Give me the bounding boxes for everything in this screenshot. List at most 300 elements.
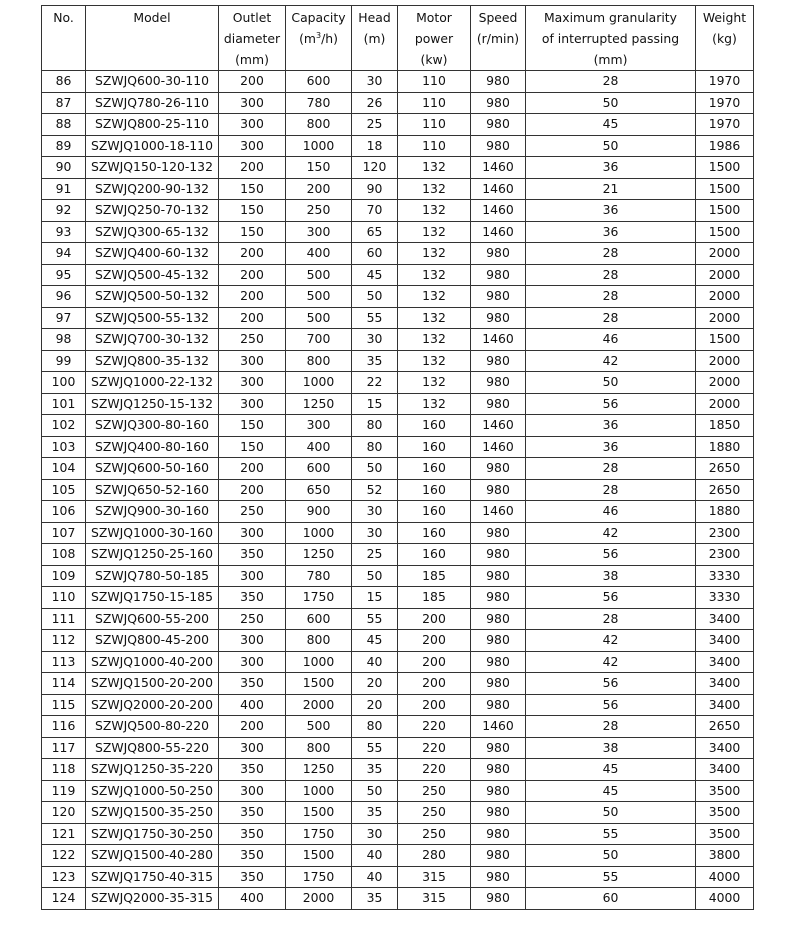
cell-speed: 980 bbox=[471, 372, 526, 394]
cell-weight: 1500 bbox=[696, 178, 754, 200]
table-row bbox=[42, 178, 754, 200]
cell-max-granularity: 45 bbox=[526, 114, 696, 136]
cell-model: SZWJQ600-50-160 bbox=[86, 458, 219, 480]
cell-head: 50 bbox=[352, 780, 398, 802]
cell-speed: 980 bbox=[471, 264, 526, 286]
header-speed bbox=[471, 6, 526, 71]
cell-motor-power: 220 bbox=[398, 716, 471, 738]
cell-capacity: 200 bbox=[286, 178, 352, 200]
cell-weight: 2000 bbox=[696, 243, 754, 265]
header-motor-line3: (kw) bbox=[420, 52, 448, 67]
cell-head: 35 bbox=[352, 888, 398, 910]
cell-capacity: 1750 bbox=[286, 823, 352, 845]
header-capacity-unit-a: (m bbox=[299, 31, 316, 46]
cell-capacity: 300 bbox=[286, 221, 352, 243]
cell-motor-power: 132 bbox=[398, 329, 471, 351]
cell-model: SZWJQ300-65-132 bbox=[86, 221, 219, 243]
cell-max-granularity: 56 bbox=[526, 544, 696, 566]
cell-no: 94 bbox=[42, 243, 86, 265]
cell-no: 118 bbox=[42, 759, 86, 781]
cell-motor-power: 110 bbox=[398, 135, 471, 157]
cell-max-granularity: 46 bbox=[526, 501, 696, 523]
header-outlet-line2: diameter bbox=[223, 31, 281, 46]
cell-max-granularity: 50 bbox=[526, 802, 696, 824]
cell-motor-power: 200 bbox=[398, 630, 471, 652]
pump-spec-table bbox=[41, 5, 754, 910]
cell-no: 95 bbox=[42, 264, 86, 286]
cell-no: 87 bbox=[42, 92, 86, 114]
cell-capacity: 300 bbox=[286, 415, 352, 437]
cell-max-granularity: 28 bbox=[526, 264, 696, 286]
table-row bbox=[42, 780, 754, 802]
cell-model: SZWJQ1000-50-250 bbox=[86, 780, 219, 802]
cell-model: SZWJQ600-30-110 bbox=[86, 71, 219, 93]
cell-head: 90 bbox=[352, 178, 398, 200]
cell-motor-power: 160 bbox=[398, 458, 471, 480]
cell-max-granularity: 42 bbox=[526, 522, 696, 544]
cell-weight: 3330 bbox=[696, 587, 754, 609]
cell-outlet-diameter: 200 bbox=[219, 243, 286, 265]
cell-max-granularity: 45 bbox=[526, 759, 696, 781]
cell-head: 20 bbox=[352, 694, 398, 716]
cell-model: SZWJQ600-55-200 bbox=[86, 608, 219, 630]
cell-no: 121 bbox=[42, 823, 86, 845]
cell-weight: 3800 bbox=[696, 845, 754, 867]
cell-capacity: 400 bbox=[286, 243, 352, 265]
header-granularity-line1: Maximum granularity bbox=[543, 10, 677, 25]
cell-max-granularity: 36 bbox=[526, 221, 696, 243]
cell-weight: 3400 bbox=[696, 630, 754, 652]
cell-weight: 1850 bbox=[696, 415, 754, 437]
header-granularity-line3: (mm) bbox=[593, 52, 628, 67]
cell-max-granularity: 46 bbox=[526, 329, 696, 351]
cell-head: 15 bbox=[352, 393, 398, 415]
cell-max-granularity: 28 bbox=[526, 243, 696, 265]
header-no bbox=[42, 6, 86, 71]
table-row bbox=[42, 372, 754, 394]
cell-motor-power: 132 bbox=[398, 178, 471, 200]
cell-speed: 980 bbox=[471, 845, 526, 867]
cell-no: 98 bbox=[42, 329, 86, 351]
table-row bbox=[42, 135, 754, 157]
cell-speed: 980 bbox=[471, 630, 526, 652]
cell-no: 100 bbox=[42, 372, 86, 394]
cell-no: 124 bbox=[42, 888, 86, 910]
cell-speed: 1460 bbox=[471, 436, 526, 458]
cell-model: SZWJQ1750-15-185 bbox=[86, 587, 219, 609]
cell-max-granularity: 28 bbox=[526, 71, 696, 93]
cell-no: 102 bbox=[42, 415, 86, 437]
cell-capacity: 500 bbox=[286, 716, 352, 738]
cell-outlet-diameter: 200 bbox=[219, 479, 286, 501]
cell-no: 89 bbox=[42, 135, 86, 157]
table-row bbox=[42, 479, 754, 501]
cell-head: 80 bbox=[352, 436, 398, 458]
cell-head: 40 bbox=[352, 866, 398, 888]
header-capacity-unit-b: /h) bbox=[321, 31, 338, 46]
cell-motor-power: 185 bbox=[398, 587, 471, 609]
cell-model: SZWJQ400-80-160 bbox=[86, 436, 219, 458]
cell-head: 50 bbox=[352, 286, 398, 308]
cell-capacity: 700 bbox=[286, 329, 352, 351]
cell-motor-power: 160 bbox=[398, 479, 471, 501]
cell-weight: 3500 bbox=[696, 802, 754, 824]
cell-capacity: 900 bbox=[286, 501, 352, 523]
cell-model: SZWJQ900-30-160 bbox=[86, 501, 219, 523]
cell-no: 86 bbox=[42, 71, 86, 93]
cell-weight: 2000 bbox=[696, 372, 754, 394]
cell-motor-power: 280 bbox=[398, 845, 471, 867]
cell-motor-power: 132 bbox=[398, 286, 471, 308]
cell-no: 112 bbox=[42, 630, 86, 652]
cell-capacity: 1000 bbox=[286, 372, 352, 394]
cell-model: SZWJQ300-80-160 bbox=[86, 415, 219, 437]
cell-outlet-diameter: 300 bbox=[219, 737, 286, 759]
cell-capacity: 500 bbox=[286, 286, 352, 308]
header-capacity-unit bbox=[286, 28, 351, 49]
table-row bbox=[42, 307, 754, 329]
cell-weight: 1986 bbox=[696, 135, 754, 157]
cell-speed: 980 bbox=[471, 286, 526, 308]
cell-motor-power: 200 bbox=[398, 673, 471, 695]
cell-capacity: 150 bbox=[286, 157, 352, 179]
cell-outlet-diameter: 300 bbox=[219, 630, 286, 652]
cell-capacity: 780 bbox=[286, 565, 352, 587]
cell-motor-power: 132 bbox=[398, 157, 471, 179]
cell-motor-power: 110 bbox=[398, 92, 471, 114]
cell-no: 119 bbox=[42, 780, 86, 802]
cell-weight: 1500 bbox=[696, 200, 754, 222]
cell-model: SZWJQ800-55-220 bbox=[86, 737, 219, 759]
cell-max-granularity: 38 bbox=[526, 565, 696, 587]
cell-motor-power: 132 bbox=[398, 393, 471, 415]
cell-capacity: 600 bbox=[286, 71, 352, 93]
cell-speed: 980 bbox=[471, 393, 526, 415]
table-row bbox=[42, 823, 754, 845]
cell-head: 50 bbox=[352, 458, 398, 480]
cell-motor-power: 315 bbox=[398, 866, 471, 888]
cell-head: 60 bbox=[352, 243, 398, 265]
cell-capacity: 780 bbox=[286, 92, 352, 114]
cell-capacity: 1000 bbox=[286, 780, 352, 802]
cell-head: 70 bbox=[352, 200, 398, 222]
cell-head: 50 bbox=[352, 565, 398, 587]
cell-speed: 980 bbox=[471, 479, 526, 501]
cell-max-granularity: 28 bbox=[526, 479, 696, 501]
cell-weight: 2000 bbox=[696, 264, 754, 286]
cell-speed: 980 bbox=[471, 243, 526, 265]
cell-max-granularity: 50 bbox=[526, 845, 696, 867]
cell-max-granularity: 42 bbox=[526, 651, 696, 673]
cell-head: 26 bbox=[352, 92, 398, 114]
cell-head: 120 bbox=[352, 157, 398, 179]
cell-head: 18 bbox=[352, 135, 398, 157]
cell-max-granularity: 55 bbox=[526, 823, 696, 845]
cell-outlet-diameter: 350 bbox=[219, 845, 286, 867]
cell-weight: 2000 bbox=[696, 350, 754, 372]
cell-motor-power: 200 bbox=[398, 608, 471, 630]
cell-weight: 1970 bbox=[696, 71, 754, 93]
cell-max-granularity: 56 bbox=[526, 393, 696, 415]
table-row bbox=[42, 866, 754, 888]
cell-model: SZWJQ500-50-132 bbox=[86, 286, 219, 308]
cell-capacity: 800 bbox=[286, 350, 352, 372]
cell-no: 114 bbox=[42, 673, 86, 695]
cell-outlet-diameter: 350 bbox=[219, 544, 286, 566]
cell-speed: 980 bbox=[471, 307, 526, 329]
cell-max-granularity: 38 bbox=[526, 737, 696, 759]
cell-weight: 1970 bbox=[696, 92, 754, 114]
cell-capacity: 1500 bbox=[286, 673, 352, 695]
cell-outlet-diameter: 400 bbox=[219, 888, 286, 910]
cell-head: 55 bbox=[352, 307, 398, 329]
cell-max-granularity: 36 bbox=[526, 200, 696, 222]
cell-head: 30 bbox=[352, 501, 398, 523]
cell-no: 120 bbox=[42, 802, 86, 824]
cell-no: 117 bbox=[42, 737, 86, 759]
cell-model: SZWJQ200-90-132 bbox=[86, 178, 219, 200]
table-row bbox=[42, 243, 754, 265]
cell-speed: 980 bbox=[471, 759, 526, 781]
cell-weight: 2650 bbox=[696, 479, 754, 501]
cell-speed: 980 bbox=[471, 92, 526, 114]
cell-speed: 980 bbox=[471, 673, 526, 695]
cell-outlet-diameter: 150 bbox=[219, 200, 286, 222]
cell-speed: 980 bbox=[471, 565, 526, 587]
cell-model: SZWJQ1250-25-160 bbox=[86, 544, 219, 566]
cell-no: 107 bbox=[42, 522, 86, 544]
cell-head: 22 bbox=[352, 372, 398, 394]
cell-speed: 980 bbox=[471, 458, 526, 480]
header-motor-line2: power bbox=[414, 31, 454, 46]
cell-speed: 1460 bbox=[471, 178, 526, 200]
cell-model: SZWJQ1250-15-132 bbox=[86, 393, 219, 415]
cell-motor-power: 250 bbox=[398, 780, 471, 802]
cell-outlet-diameter: 300 bbox=[219, 114, 286, 136]
cell-capacity: 2000 bbox=[286, 694, 352, 716]
header-motor-line1: Motor bbox=[416, 10, 452, 25]
cell-max-granularity: 56 bbox=[526, 694, 696, 716]
cell-weight: 1880 bbox=[696, 436, 754, 458]
cell-no: 103 bbox=[42, 436, 86, 458]
cell-model: SZWJQ500-45-132 bbox=[86, 264, 219, 286]
header-head-line2: (m) bbox=[363, 31, 386, 46]
cell-outlet-diameter: 150 bbox=[219, 221, 286, 243]
cell-weight: 4000 bbox=[696, 866, 754, 888]
cell-motor-power: 132 bbox=[398, 200, 471, 222]
cell-speed: 980 bbox=[471, 694, 526, 716]
cell-no: 110 bbox=[42, 587, 86, 609]
cell-head: 30 bbox=[352, 823, 398, 845]
cell-outlet-diameter: 350 bbox=[219, 759, 286, 781]
cell-speed: 1460 bbox=[471, 415, 526, 437]
cell-capacity: 1250 bbox=[286, 393, 352, 415]
cell-motor-power: 220 bbox=[398, 759, 471, 781]
cell-max-granularity: 28 bbox=[526, 307, 696, 329]
cell-outlet-diameter: 350 bbox=[219, 866, 286, 888]
cell-no: 108 bbox=[42, 544, 86, 566]
cell-no: 115 bbox=[42, 694, 86, 716]
table-row bbox=[42, 286, 754, 308]
cell-model: SZWJQ800-35-132 bbox=[86, 350, 219, 372]
cell-head: 55 bbox=[352, 608, 398, 630]
cell-capacity: 1000 bbox=[286, 651, 352, 673]
cell-model: SZWJQ1750-40-315 bbox=[86, 866, 219, 888]
cell-weight: 4000 bbox=[696, 888, 754, 910]
table-row bbox=[42, 415, 754, 437]
table-row bbox=[42, 200, 754, 222]
cell-no: 90 bbox=[42, 157, 86, 179]
table-row bbox=[42, 92, 754, 114]
cell-max-granularity: 28 bbox=[526, 458, 696, 480]
cell-max-granularity: 55 bbox=[526, 866, 696, 888]
cell-outlet-diameter: 300 bbox=[219, 92, 286, 114]
cell-head: 35 bbox=[352, 802, 398, 824]
cell-speed: 1460 bbox=[471, 716, 526, 738]
header-weight bbox=[696, 6, 754, 71]
cell-no: 104 bbox=[42, 458, 86, 480]
cell-outlet-diameter: 350 bbox=[219, 823, 286, 845]
cell-motor-power: 132 bbox=[398, 307, 471, 329]
cell-capacity: 2000 bbox=[286, 888, 352, 910]
cell-capacity: 1250 bbox=[286, 544, 352, 566]
cell-no: 91 bbox=[42, 178, 86, 200]
cell-weight: 1880 bbox=[696, 501, 754, 523]
cell-outlet-diameter: 350 bbox=[219, 673, 286, 695]
cell-outlet-diameter: 350 bbox=[219, 802, 286, 824]
table-row bbox=[42, 694, 754, 716]
header-speed-line1: Speed bbox=[478, 10, 518, 25]
cell-outlet-diameter: 200 bbox=[219, 716, 286, 738]
cell-max-granularity: 28 bbox=[526, 608, 696, 630]
cell-model: SZWJQ1250-35-220 bbox=[86, 759, 219, 781]
cell-capacity: 600 bbox=[286, 608, 352, 630]
table-row bbox=[42, 651, 754, 673]
cell-model: SZWJQ1500-20-200 bbox=[86, 673, 219, 695]
cell-speed: 980 bbox=[471, 737, 526, 759]
cell-motor-power: 185 bbox=[398, 565, 471, 587]
cell-max-granularity: 50 bbox=[526, 135, 696, 157]
table-row bbox=[42, 522, 754, 544]
cell-speed: 980 bbox=[471, 608, 526, 630]
cell-speed: 1460 bbox=[471, 200, 526, 222]
header-model-label: Model bbox=[133, 10, 171, 25]
header-capacity-unit-sup: 3 bbox=[315, 30, 322, 40]
cell-capacity: 400 bbox=[286, 436, 352, 458]
table-row bbox=[42, 221, 754, 243]
cell-max-granularity: 50 bbox=[526, 92, 696, 114]
cell-weight: 3500 bbox=[696, 780, 754, 802]
cell-model: SZWJQ1000-18-110 bbox=[86, 135, 219, 157]
cell-no: 105 bbox=[42, 479, 86, 501]
cell-weight: 2000 bbox=[696, 286, 754, 308]
cell-speed: 980 bbox=[471, 135, 526, 157]
header-head bbox=[352, 6, 398, 71]
cell-outlet-diameter: 400 bbox=[219, 694, 286, 716]
header-outlet-line1: Outlet bbox=[232, 10, 272, 25]
cell-head: 40 bbox=[352, 845, 398, 867]
cell-motor-power: 132 bbox=[398, 264, 471, 286]
cell-no: 106 bbox=[42, 501, 86, 523]
header-capacity bbox=[286, 6, 352, 71]
cell-motor-power: 160 bbox=[398, 436, 471, 458]
cell-model: SZWJQ800-25-110 bbox=[86, 114, 219, 136]
cell-max-granularity: 36 bbox=[526, 415, 696, 437]
cell-capacity: 800 bbox=[286, 737, 352, 759]
header-max-granularity bbox=[526, 6, 696, 71]
cell-weight: 2650 bbox=[696, 716, 754, 738]
table-row bbox=[42, 716, 754, 738]
table-row bbox=[42, 608, 754, 630]
table-row bbox=[42, 157, 754, 179]
cell-head: 80 bbox=[352, 716, 398, 738]
cell-max-granularity: 42 bbox=[526, 350, 696, 372]
cell-speed: 980 bbox=[471, 114, 526, 136]
cell-model: SZWJQ250-70-132 bbox=[86, 200, 219, 222]
cell-motor-power: 132 bbox=[398, 372, 471, 394]
cell-motor-power: 132 bbox=[398, 243, 471, 265]
cell-model: SZWJQ2000-20-200 bbox=[86, 694, 219, 716]
cell-capacity: 1500 bbox=[286, 845, 352, 867]
cell-model: SZWJQ800-45-200 bbox=[86, 630, 219, 652]
table-row bbox=[42, 71, 754, 93]
cell-capacity: 1000 bbox=[286, 135, 352, 157]
cell-weight: 2300 bbox=[696, 522, 754, 544]
table-row bbox=[42, 630, 754, 652]
cell-capacity: 650 bbox=[286, 479, 352, 501]
cell-motor-power: 250 bbox=[398, 802, 471, 824]
cell-head: 45 bbox=[352, 630, 398, 652]
cell-motor-power: 160 bbox=[398, 501, 471, 523]
cell-no: 123 bbox=[42, 866, 86, 888]
cell-head: 55 bbox=[352, 737, 398, 759]
cell-speed: 980 bbox=[471, 802, 526, 824]
cell-model: SZWJQ2000-35-315 bbox=[86, 888, 219, 910]
cell-motor-power: 132 bbox=[398, 221, 471, 243]
cell-no: 93 bbox=[42, 221, 86, 243]
cell-capacity: 800 bbox=[286, 630, 352, 652]
cell-no: 99 bbox=[42, 350, 86, 372]
cell-head: 80 bbox=[352, 415, 398, 437]
cell-model: SZWJQ1000-40-200 bbox=[86, 651, 219, 673]
cell-motor-power: 220 bbox=[398, 737, 471, 759]
cell-no: 111 bbox=[42, 608, 86, 630]
cell-speed: 980 bbox=[471, 651, 526, 673]
cell-capacity: 1000 bbox=[286, 522, 352, 544]
table-row bbox=[42, 587, 754, 609]
table-row bbox=[42, 565, 754, 587]
header-weight-line1: Weight bbox=[702, 10, 747, 25]
cell-capacity: 1250 bbox=[286, 759, 352, 781]
cell-head: 52 bbox=[352, 479, 398, 501]
cell-head: 35 bbox=[352, 350, 398, 372]
header-motor-power bbox=[398, 6, 471, 71]
cell-outlet-diameter: 200 bbox=[219, 286, 286, 308]
table-row bbox=[42, 114, 754, 136]
cell-no: 116 bbox=[42, 716, 86, 738]
cell-outlet-diameter: 200 bbox=[219, 458, 286, 480]
header-head-line1: Head bbox=[358, 10, 391, 25]
table-row bbox=[42, 802, 754, 824]
cell-speed: 980 bbox=[471, 780, 526, 802]
cell-head: 30 bbox=[352, 522, 398, 544]
cell-outlet-diameter: 200 bbox=[219, 157, 286, 179]
cell-outlet-diameter: 250 bbox=[219, 608, 286, 630]
cell-no: 88 bbox=[42, 114, 86, 136]
cell-speed: 980 bbox=[471, 587, 526, 609]
cell-outlet-diameter: 300 bbox=[219, 393, 286, 415]
cell-speed: 1460 bbox=[471, 329, 526, 351]
